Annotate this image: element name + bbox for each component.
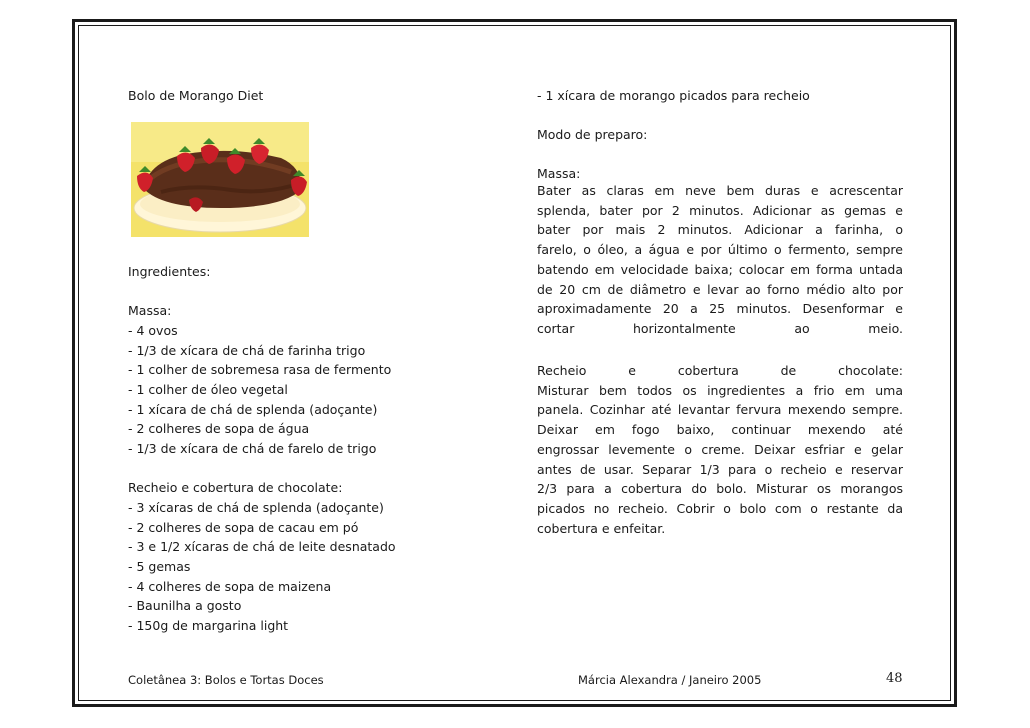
paragraph-line: engrossar levemente o creme. Deixar esfriar e gelar [537, 441, 903, 457]
ingredient-item: - 1/3 de xícara de chá de farinha trigo [128, 343, 366, 358]
massa-heading: Massa: [128, 303, 172, 318]
page-number: 48 [886, 671, 903, 686]
paragraph-line: bater por mais 2 minutos. Adicionar a farinha, o [537, 222, 903, 238]
paragraph-line: splenda, bater por 2 minutos. Adicionar as gemas e [537, 202, 903, 218]
paragraph-line: farelo, o óleo, a água e por último o fermento, sempre [537, 242, 903, 258]
extra-ingredient-item: - 1 xícara de morango picados para recheio [537, 88, 810, 103]
ingredient-item: - 2 colheres de sopa de água [128, 421, 310, 436]
paragraph-line: de 20 cm de diâmetro e levar ao forno médio alto por [537, 281, 903, 297]
ingredient-item: - Baunilha a gosto [128, 598, 242, 613]
paragraph-line: cortar horizontalmente ao meio. [537, 320, 903, 336]
ingredient-item: - 1 colher de sobremesa rasa de fermento [128, 362, 392, 377]
ingredient-item: - 3 xícaras de chá de splenda (adoçante) [128, 500, 384, 515]
recheio-heading: Recheio e cobertura de chocolate: [128, 480, 343, 495]
paragraph-line: antes de usar. Separar 1/3 para o recheio e reservar [537, 461, 903, 477]
ingredient-item: - 4 colheres de sopa de maizena [128, 579, 332, 594]
ingredient-item: - 5 gemas [128, 559, 191, 574]
paragraph-line: Recheio e cobertura de chocolate: [537, 363, 903, 378]
ingredient-item: - 1 xícara de chá de splenda (adoçante) [128, 402, 378, 417]
paragraph-line: panela. Cozinhar até levantar fervura mexendo sempre. [537, 402, 903, 418]
paragraph-line: Deixar em fogo baixo, continuar mexendo até [537, 422, 903, 438]
paragraph-line: cobertura e enfeitar. [537, 520, 666, 536]
modo-preparo-heading: Modo de preparo: [537, 127, 648, 142]
paragraph-line: picados no recheio. Cobrir o bolo com o restante da [537, 500, 903, 516]
paragraph-line: Bater as claras em neve bem duras e acrescentar [537, 183, 903, 198]
ingredient-item: - 1/3 de xícara de chá de farelo de trigo [128, 441, 377, 456]
ingredients-heading: Ingredientes: [128, 264, 211, 279]
ingredient-item: - 1 colher de óleo vegetal [128, 382, 288, 397]
recipe-title: Bolo de Morango Diet [128, 88, 264, 103]
recheio-method-paragraph [537, 361, 903, 538]
massa-method-heading: Massa: [537, 166, 581, 181]
ingredient-item: - 4 ovos [128, 323, 178, 338]
footer-collection-title: Coletânea 3: Bolos e Tortas Doces [128, 673, 324, 687]
paragraph-line: 2/3 para a cobertura do bolo. Misturar os morangos [537, 481, 903, 497]
ingredient-item: - 2 colheres de sopa de cacau em pó [128, 520, 359, 535]
paragraph-line: Misturar bem todos os ingredientes a frio em uma [537, 382, 903, 398]
massa-method-paragraph [537, 181, 903, 339]
cake-photo [131, 122, 309, 237]
ingredient-item: - 150g de margarina light [128, 618, 289, 633]
footer-author-date: Márcia Alexandra / Janeiro 2005 [578, 673, 762, 687]
paragraph-line: aproximadamente 20 a 25 minutos. Desenformar e [537, 301, 903, 317]
ingredient-item: - 3 e 1/2 xícaras de chá de leite desnatado [128, 539, 396, 554]
paragraph-line: batendo em velocidade baixa; colocar em forma untada [537, 261, 903, 277]
